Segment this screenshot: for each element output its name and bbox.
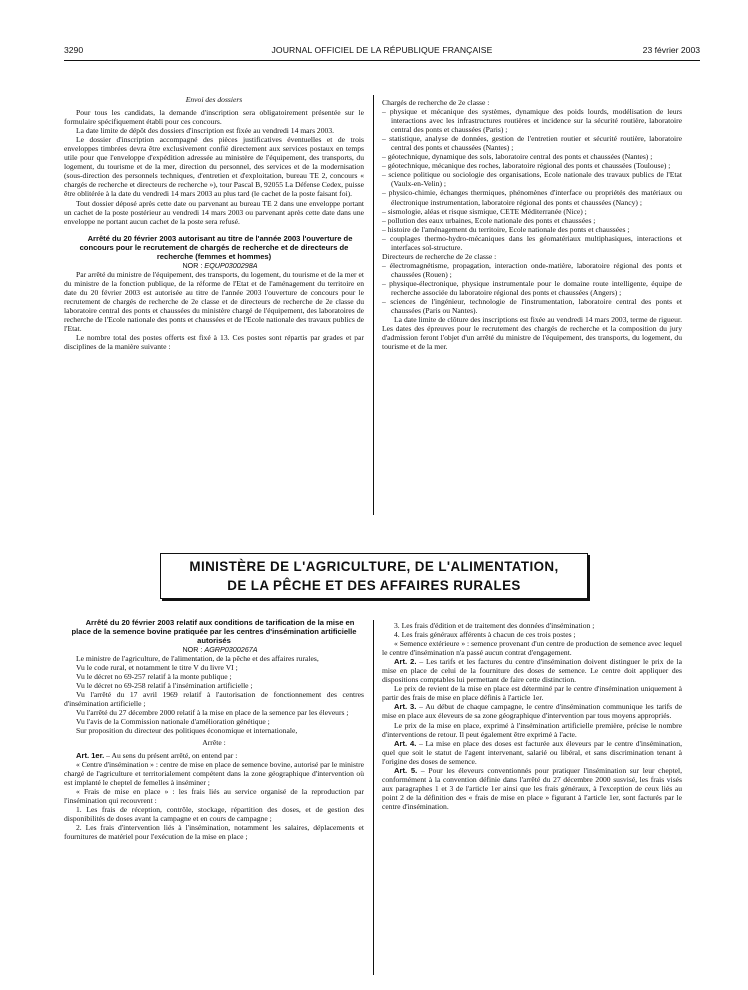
- issue-date: 23 février 2003: [642, 45, 700, 55]
- article-text: – La mise en place des doses est facturée aux éleveurs par le centre d'insémination, quel que soit le statut de l'agent intervenant, salarié ou libéral, et sans discrimination tenant à l'origine des doses de semence.: [382, 738, 682, 766]
- ministry-line-1: MINISTÈRE DE L'AGRICULTURE, DE L'ALIMENTATION,: [189, 559, 559, 574]
- list-item: – statistique, analyse de données, gestion de l'entretien routier et sécurité routière, laboratoire central des ponts et chaussées (Nantes) ;: [382, 134, 682, 152]
- list-item: – pollution des eaux urbaines, Ecole nationale des ponts et chaussées ;: [382, 216, 682, 225]
- list-item: – physico-chimie, échanges thermiques, phénomènes d'interface ou propriétés des matériaux ou électronique instrumentation, laboratoire régional des ponts et chaussées (Nancy) ;: [382, 188, 682, 206]
- bottom-right-column: [382, 621, 682, 811]
- list-item: – physique-électronique, physique instrumentale pour le domaine route intelligente, équipe de recherche associée du laboratoire régional des ponts et chaussées (Angers) ;: [382, 279, 682, 297]
- top-right-column: [382, 98, 682, 351]
- charges-list: [382, 107, 682, 252]
- list-item: – électromagnétisme, propagation, interaction onde-matière, laboratoire régional des ponts et chaussées (Rouen) ;: [382, 261, 682, 279]
- top-left-column: [64, 95, 364, 351]
- paragraph: Le prix de la mise en place, exprimé à l'insémination artificielle première, précise le nombre d'interventions de retour. Il peut également être exprimé à l'acte.: [382, 720, 682, 739]
- article-4: [382, 739, 682, 766]
- list-heading: Chargés de recherche de 2e classe :: [382, 98, 490, 107]
- visa: Vu l'avis de la Commission nationale d'amélioration génétique ;: [76, 717, 270, 727]
- paragraph: 1. Les frais de réception, contrôle, stockage, répartition des doses, et de gestion des disponibilités de doses avant la campagne et en cours de campagne ;: [64, 804, 364, 823]
- paragraph: La date limite de dépôt des dossiers d'inscription est fixée au vendredi 14 mars 2003.: [76, 126, 335, 136]
- visa: Vu le code rural, et notamment le titre V du livre VI ;: [76, 663, 238, 673]
- paragraph: Le prix de revient de la mise en place est déterminé par le centre d'insémination uniquement à partir des frais de mise en place définis à l'article 1er.: [382, 684, 682, 703]
- list-item: – couplages thermo-hydro-mécaniques dans les géomatériaux multiphasiques, interactions et interfaces sol-structure.: [382, 234, 682, 252]
- visa: Vu l'arrêté du 17 avril 1969 relatif à l'autorisation de fonctionnement des centres d'insémination artificielle ;: [64, 690, 364, 709]
- page-header: [64, 45, 700, 59]
- visa: Sur proposition du directeur des politiques économique et internationale,: [76, 726, 298, 736]
- column-divider: [373, 620, 374, 975]
- article-2: [382, 657, 682, 684]
- article-label: Art. 4.: [394, 738, 417, 748]
- visa: Vu le décret no 69-257 relatif à la monte publique ;: [76, 672, 232, 682]
- arrete-title: Arrêté du 20 février 2003 autorisant au titre de l'année 2003 l'ouverture de concours pour le recrutement de chargés de recherche et de directeurs de recherche (femmes et hommes): [79, 233, 353, 261]
- list-item: – histoire de l'aménagement du territoire, Ecole nationale des ponts et chaussées ;: [382, 225, 682, 234]
- section-heading: Envoi des dossiers: [185, 95, 243, 104]
- paragraph: « Semence extérieure » : semence provenant d'un centre de production de semence avec lequel le centre d'insémination n'a passé aucun contrat d'engagement.: [382, 639, 682, 658]
- paragraph: La date limite de clôture des inscriptions est fixée au vendredi 14 mars 2003, terme de rigueur. Les dates des épreuves pour le recrutement des chargés de recherche et la composition du jury d'admission feront l'objet d'un arrêté du ministre de l'équipement, des transports, du logement, du tourisme et de la mer.: [382, 315, 682, 352]
- paragraph: « Centre d'insémination » : centre de mise en place de semence bovine, autorisé par le ministre chargé de l'agriculture et territorialement compétent dans la zone géographique d'intervention où est implanté le cheptel de femelles à inséminer ;: [64, 759, 364, 787]
- visa: Vu l'arrêté du 27 décembre 2000 relatif à la mise en place de la semence par les éleveurs ;: [76, 708, 349, 718]
- arrete-word: Arrête :: [202, 738, 226, 748]
- paragraph: Le nombre total des postes offerts est fixé à 13. Ces postes sont répartis par grades et par disciplines de la manière suivante :: [64, 333, 364, 352]
- nor-label: NOR :: [182, 260, 203, 270]
- directeurs-list: [382, 261, 682, 315]
- arrete-title: Arrêté du 20 février 2003 relatif aux conditions de tarification de la mise en place de la semence bovine pratiquée par les centres d'insémination artificielle autorisés: [71, 618, 357, 645]
- article-text: – Pour les éleveurs conventionnés pour pratiquer l'insémination sur leur cheptel, conformément à la convention définie dans l'arrêté du 27 décembre 2000 susvisé, les frais visés aux paragraphes 1 et 3 de l'article 1er ainsi que les frais généraux, à l'exception de ceux liés au point 2 de la définition des « frais de mise en place » figurant à l'article 1er, sont facturés par le centre d'insémination.: [382, 765, 682, 811]
- paragraph: 4. Les frais généraux afférents à chacun de ces trois postes ;: [394, 630, 576, 640]
- article-text: – Au sens du présent arrêté, on entend par :: [104, 750, 238, 760]
- paragraph: Le ministre de l'agriculture, de l'alimentation, de la pêche et des affaires rurales,: [76, 654, 319, 664]
- paragraph: 2. Les frais d'intervention liés à l'insémination, notamment les salaires, déplacements et fournitures de matériel pour l'exécution de la mise en place ;: [64, 822, 364, 841]
- page-number: 3290: [64, 45, 84, 55]
- visa: Vu le décret no 69-258 relatif à l'insémination artificielle ;: [76, 681, 253, 691]
- ministry-banner: [160, 553, 588, 599]
- article-text: – Au début de chaque campagne, le centre d'insémination communique les tarifs de mise en place aux éleveurs de sa zone géographique d'intervention par tous moyens appropriés.: [382, 702, 682, 721]
- list-item: – géotechnique, dynamique des sols, laboratoire central des ponts et chaussées (Nantes) ;: [382, 152, 682, 161]
- paragraph: Pour tous les candidats, la demande d'inscription sera obligatoirement présentée sur le formulaire spécifiquement établi pour ces concours.: [64, 108, 364, 127]
- list-item: – physique et mécanique des systèmes, dynamique des poids lourds, modélisation de leurs interactions avec les infrastructures routières et incidence sur la sécurité routière, laboratoire central des ponts et chaussées (Paris) ;: [382, 107, 682, 134]
- list-item: – science politique ou sociologie des organisations, Ecole nationale des travaux publics de l'Etat (Vaulx-en-Velin) ;: [382, 170, 682, 188]
- header-rule: [64, 60, 700, 61]
- nor-reference: [64, 645, 364, 654]
- article-text: – Les tarifs et les factures du centre d'insémination doivent distinguer le prix de la mise en place de celui de la fourniture des doses de semence. Le centre doit appliquer des dispositions comptables lui permettant de faire cette distinction.: [382, 657, 682, 685]
- list-item: – sciences de l'ingénieur, technologie de l'instrumentation, laboratoire central des ponts et chaussées (Paris ou Nantes).: [382, 297, 682, 315]
- nor-code: EQUP0300298A: [204, 260, 258, 270]
- article-label: Art. 1er.: [76, 750, 105, 760]
- article-label: Art. 3.: [394, 702, 417, 712]
- article-label: Art. 5.: [394, 765, 418, 775]
- list-heading: Directeurs de recherche de 2e classe :: [382, 251, 497, 261]
- paragraph: 3. Les frais d'édition et de traitement des données d'insémination ;: [394, 621, 595, 630]
- bottom-left-column: [64, 618, 364, 841]
- column-divider: [373, 95, 374, 515]
- paragraph: « Frais de mise en place » : les frais liés au service organisé de la reproduction par l'insémination qui recouvrent :: [64, 786, 364, 805]
- paragraph: Le dossier d'inscription accompagné des pièces justificatives éventuelles et de trois enveloppes timbrées devra être exclusivement confié directement aux services postaux en temps utile pour que l'enveloppe d'expédition adressée au ministère de l'équipement, des transports, du logement, du tourisme et de la mer, direction du personnel, des services et de la modernisation (sous-direction des personnels techniques, d'entretien et d'exploitation, bureau TE 2, concours « chargés de recherche et directeurs de recherche »), tour Pascal B, 92055 La Défense Cedex, puisse être oblitérée à la date du vendredi 14 mars 2003 au plus tard (le cachet de la poste faisant foi).: [64, 135, 364, 199]
- article-3: [382, 702, 682, 720]
- nor-reference: [64, 261, 364, 270]
- article-1: [64, 751, 364, 760]
- article-5: [382, 766, 682, 811]
- ministry-line-2: DE LA PÊCHE ET DES AFFAIRES RURALES: [227, 578, 521, 593]
- article-label: Art. 2.: [394, 657, 417, 667]
- paragraph: Par arrêté du ministre de l'équipement, des transports, du logement, du tourisme et de la mer et du ministre de la fonction publique, de la réforme de l'Etat et de l'aménagement du territoire en date du 20 février 2003 est autorisée au titre de l'année 2003 l'ouverture de concours pour le recrutement de chargés de recherche de 2e classe et de directeurs de recherche de 2e classe du laboratoire central des ponts et chaussées du ministère chargé de l'équipement, des laboratoires de recherche de l'Ecole nationale des ponts et chaussées et de l'Ecole nationale des travaux publics de l'Etat.: [64, 269, 364, 333]
- list-item: – géotechnique, mécanique des roches, laboratoire régional des ponts et chaussées (Toulouse) ;: [382, 161, 682, 170]
- paragraph: Tout dossier déposé après cette date ou parvenant au bureau TE 2 dans une enveloppe portant un cachet de la poste postérieur au vendredi 14 mars 2003 ou parvenant après cette date dans une enveloppe ne portant aucun cachet de la poste sera refusé.: [64, 198, 364, 226]
- nor-label: NOR :: [182, 645, 203, 654]
- nor-code: AGRP0300267A: [204, 645, 258, 654]
- list-item: – sismologie, aléas et risque sismique, CETE Méditerranée (Nice) ;: [382, 207, 682, 216]
- journal-title: JOURNAL OFFICIEL DE LA RÉPUBLIQUE FRANÇAISE: [271, 45, 493, 55]
